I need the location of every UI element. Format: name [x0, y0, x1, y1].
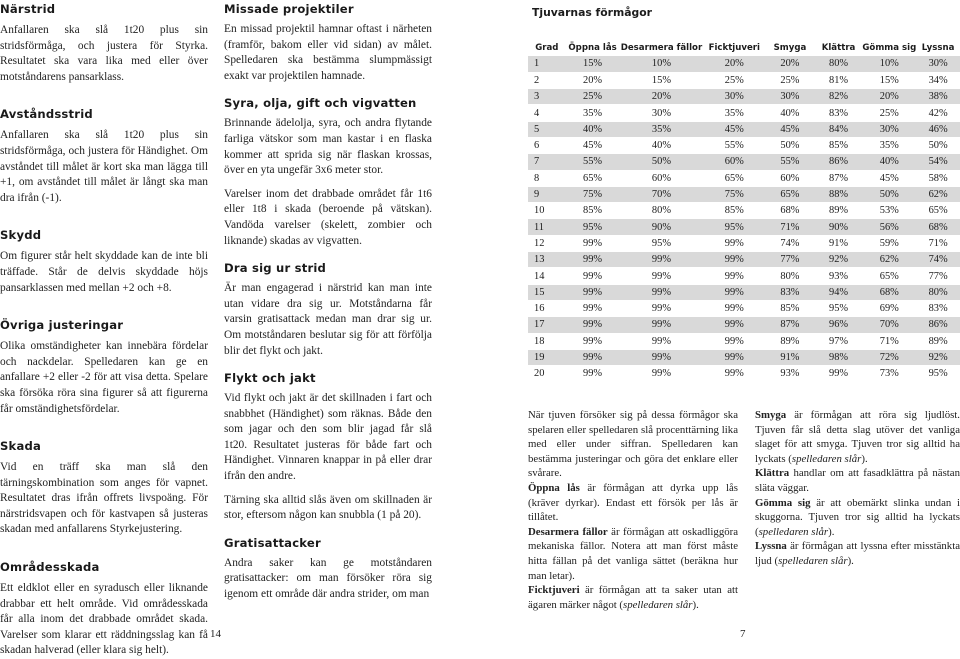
table-cell: 58% — [916, 170, 960, 186]
table-cell: 99% — [703, 300, 765, 316]
table-cell: 92% — [815, 252, 863, 268]
skill-term: Smyga — [755, 409, 787, 421]
heading-dra-sig-ur-strid: Dra sig ur strid — [224, 261, 327, 276]
table-cell: 16 — [528, 300, 566, 316]
table-cell: 99% — [566, 235, 620, 251]
table-cell: 83% — [815, 105, 863, 121]
skill-tail: ). — [861, 452, 868, 465]
table-cell: 18 — [528, 333, 566, 349]
table-cell: 20% — [862, 89, 916, 105]
skill-text: är förmågan att röra sig ljudlöst. Tjuven får slå detta slag utöver det vanliga slaget för att smyga. Tjuven tror sig alltid ha lyckats ( — [755, 409, 960, 465]
table-cell: 99% — [566, 252, 620, 268]
table-row — [528, 349, 960, 365]
text-ovriga-justeringar: Olika omständigheter kan innebära fördelar och nackdelar. Spelledaren kan ge en anfallare +2 eller -2 för att visa detta. Spelare ska försöka röra sina figurer så att figurerna får omständighetsfördelar. — [0, 340, 208, 415]
table-cell: 55% — [765, 154, 815, 170]
table-cell: 62% — [862, 252, 916, 268]
table-cell: 87% — [765, 317, 815, 333]
table-cell: 34% — [916, 72, 960, 88]
table-cell: 75% — [703, 186, 765, 202]
left-page-number: 14 — [210, 628, 221, 640]
text-flykt-och-jakt-2: Tärning ska alltid slås även om skillnaden är stor, eftersom någon kan snubbla (1 på 20). — [224, 493, 432, 522]
table-cell: 86% — [916, 317, 960, 333]
table-cell: 84% — [815, 121, 863, 137]
table-cell: 99% — [619, 284, 703, 300]
text-narstrid: Anfallaren ska slå 1t20 plus sin stridsförmåga, och justera för Styrka. Resultatet ska vara lika med eller över motståndarens pansarklass. — [0, 24, 208, 83]
skill-text: är förmågan att lyssna efter misstänkta ljud ( — [755, 540, 960, 567]
table-cell: 71% — [916, 235, 960, 251]
table-cell: 55% — [566, 154, 620, 170]
table-header-cell: Smyga — [773, 42, 807, 53]
table-cell: 99% — [703, 333, 765, 349]
table-row — [528, 300, 960, 316]
table-cell: 74% — [916, 252, 960, 268]
table-cell: 20% — [765, 56, 815, 72]
table-cell: 83% — [765, 284, 815, 300]
skill-text: är förmågan att dyrka upp lås (kräver dyrkar). Endast ett försök per lås är tillåtet. — [528, 481, 738, 524]
table-cell: 19 — [528, 349, 566, 365]
table-cell: 74% — [765, 235, 815, 251]
text-dra-sig-ur-strid: Är man engagerad i närstrid kan man inte utan vidare dra sig ur. Motståndarna får varsin gratisattack medan man drar sig ur. Om motståndaren beslutar sig för att förfölja blir det flykt och jakt. — [224, 282, 432, 357]
heading-ovriga-justeringar: Övriga justeringar — [0, 318, 124, 333]
table-cell: 99% — [619, 317, 703, 333]
table-cell: 80% — [815, 56, 863, 72]
table-cell: 25% — [765, 72, 815, 88]
table-cell: 59% — [862, 235, 916, 251]
skill-descriptions-column-a — [528, 408, 738, 612]
table-cell: 45% — [566, 137, 620, 153]
table-cell: 81% — [815, 72, 863, 88]
skill-term: Lyssna — [755, 540, 787, 553]
heading-avstandsstrid: Avståndsstrid — [0, 107, 93, 122]
table-cell: 15% — [862, 72, 916, 88]
table-row — [528, 268, 960, 284]
table-cell: 91% — [815, 235, 863, 251]
skill-desc-oppna-las — [528, 481, 738, 525]
table-header-cell: Lyssna — [921, 42, 955, 53]
table-row — [528, 56, 960, 72]
skill-tail: ). — [847, 554, 854, 567]
table-cell: 95% — [703, 219, 765, 235]
table-cell: 99% — [566, 349, 620, 365]
table-cell: 89% — [916, 333, 960, 349]
table-cell: 72% — [862, 349, 916, 365]
table-cell: 15% — [566, 56, 620, 72]
table-cell: 68% — [862, 284, 916, 300]
text-skada: Vid en träff ska man slå den tärningskombination som anges för vapnet. Resultatet dras ifrån offrets livspoäng. För närstridsvapen och för kastvapen så justeras skadan med anfallarens Styrkejustering. — [0, 461, 208, 536]
table-cell: 30% — [619, 105, 703, 121]
table-cell: 40% — [862, 154, 916, 170]
table-cell: 15 — [528, 284, 566, 300]
table-cell: 10 — [528, 203, 566, 219]
table-row — [528, 121, 960, 137]
table-row — [528, 105, 960, 121]
table-cell: 12 — [528, 235, 566, 251]
table-cell: 56% — [862, 219, 916, 235]
table-cell: 25% — [566, 89, 620, 105]
table-cell: 30% — [765, 89, 815, 105]
table-cell: 99% — [619, 252, 703, 268]
table-cell: 65% — [862, 268, 916, 284]
table-cell: 70% — [619, 186, 703, 202]
table-row — [528, 154, 960, 170]
table-cell: 54% — [916, 154, 960, 170]
table-cell: 85% — [815, 137, 863, 153]
right-page — [528, 0, 960, 611]
table-cell: 86% — [815, 154, 863, 170]
table-cell: 35% — [566, 105, 620, 121]
skill-note: spelledaren slår — [758, 525, 829, 538]
table-cell: 20% — [619, 89, 703, 105]
table-header-cell: Ficktjuveri — [708, 42, 760, 53]
table-cell: 17 — [528, 317, 566, 333]
table-cell: 99% — [566, 300, 620, 316]
table-cell: 30% — [703, 89, 765, 105]
table-cell: 85% — [765, 300, 815, 316]
skill-term: Öppna lås — [528, 481, 580, 494]
table-cell: 91% — [765, 349, 815, 365]
heading-skada: Skada — [0, 439, 42, 454]
skill-text: handlar om att fasadklättra på nästan släta väggar. — [755, 467, 960, 494]
table-cell: 35% — [862, 137, 916, 153]
table-cell: 68% — [765, 203, 815, 219]
table-cell: 99% — [703, 252, 765, 268]
table-cell: 99% — [566, 366, 620, 382]
table-cell: 99% — [566, 268, 620, 284]
table-cell: 20% — [566, 72, 620, 88]
heading-omradesskada: Områdesskada — [0, 560, 100, 575]
table-cell: 65% — [703, 170, 765, 186]
table-cell: 13 — [528, 252, 566, 268]
table-cell: 20 — [528, 366, 566, 382]
text-flykt-och-jakt: Vid flykt och jakt är det skillnaden i fart och snabbhet (Händighet) som räknas. Både den som jagar och den som blir jagad får slå 1t20. Resultatet justeras för både fart och Händighet. Vinnaren knappar in på eller drar ifrån den andre. — [224, 392, 432, 483]
table-cell: 93% — [815, 268, 863, 284]
table-row — [528, 186, 960, 202]
table-cell: 30% — [916, 56, 960, 72]
table-cell: 4 — [528, 105, 566, 121]
skill-tail: ). — [692, 598, 699, 611]
table-row — [528, 219, 960, 235]
skill-descriptions-column-b — [755, 408, 960, 569]
skill-desc-gomma-sig — [755, 496, 960, 540]
text-syra-olja-2: Varelser inom det drabbade området får 1t6 eller 1t8 i skada (beroende på vätskan). Vandöda varelser (skelett, zombier och liknande) skadas av vigvatten. — [224, 187, 432, 247]
table-cell: 65% — [916, 203, 960, 219]
table-cell: 60% — [765, 170, 815, 186]
table-cell: 40% — [765, 105, 815, 121]
table-cell: 35% — [619, 121, 703, 137]
table-row — [528, 317, 960, 333]
table-header-cell: Desarmera fällor — [620, 42, 703, 53]
table-cell: 50% — [916, 137, 960, 153]
table-cell: 94% — [815, 284, 863, 300]
skill-term: Klättra — [755, 467, 790, 480]
skills-intro: När tjuven försöker sig på dessa förmågor ska spelaren eller spelledaren slå procenttärning lika med eller under siffran. Spelledaren kan bestämma justeringar och göra det enklare eller svårare. — [528, 409, 738, 480]
table-cell: 95% — [566, 219, 620, 235]
table-cell: 99% — [703, 235, 765, 251]
table-cell: 99% — [566, 333, 620, 349]
table-cell: 45% — [703, 121, 765, 137]
table-cell: 99% — [566, 317, 620, 333]
table-cell: 88% — [815, 186, 863, 202]
table-cell: 70% — [862, 317, 916, 333]
skill-desc-lyssna — [755, 539, 960, 568]
table-cell: 69% — [862, 300, 916, 316]
thief-skills-table — [528, 39, 960, 382]
table-cell: 96% — [815, 317, 863, 333]
heading-missade-projektiler: Missade projektiler — [224, 2, 354, 16]
right-page-number: 7 — [740, 628, 746, 640]
table-row — [528, 137, 960, 153]
table-cell: 99% — [703, 317, 765, 333]
table-cell: 35% — [703, 105, 765, 121]
table-title: Tjuvarnas förmågor — [532, 6, 653, 19]
skill-text: är att obemärkt slinka undan i skuggorna. Tjuven tror sig alltid ha lyckats ( — [755, 496, 960, 538]
table-cell: 75% — [566, 186, 620, 202]
table-cell: 50% — [619, 154, 703, 170]
text-syra-olja: Brinnande ädelolja, syra, och andra flytande farliga vätskor som man kastar i en flaska kommer att sprida sig när flaskan krossas, över en yta ungefär 3x6 meter stor. — [224, 117, 432, 177]
table-header-cell: Gömma sig — [862, 42, 917, 53]
table-cell: 25% — [862, 105, 916, 121]
table-cell: 98% — [815, 349, 863, 365]
table-cell: 90% — [815, 219, 863, 235]
skill-note: spelledaren slår — [791, 452, 862, 465]
table-row — [528, 284, 960, 300]
text-avstandsstrid: Anfallaren ska slå 1t20 plus sin stridsförmåga, och justera för Händighet. Om avståndet till målet är kort ska man lägga till +1, om avståndet till målet är långt ska man dra ifrån (-1). — [0, 129, 208, 204]
text-gratisattacker: Andra saker kan ge motståndaren gratisattacker: om man försöker röra sig igenom ett område där andra strider, om man — [224, 556, 432, 601]
table-cell: 9 — [528, 186, 566, 202]
table-cell: 99% — [703, 268, 765, 284]
table-cell: 71% — [765, 219, 815, 235]
table-cell: 65% — [765, 186, 815, 202]
table-cell: 14 — [528, 268, 566, 284]
table-cell: 80% — [916, 284, 960, 300]
table-cell: 83% — [916, 300, 960, 316]
table-cell: 80% — [619, 203, 703, 219]
heading-narstrid: Närstrid — [0, 2, 56, 16]
table-cell: 38% — [916, 89, 960, 105]
table-cell: 6 — [528, 137, 566, 153]
table-row — [528, 72, 960, 88]
table-header-cell: Öppna lås — [568, 42, 617, 53]
table-cell: 77% — [916, 268, 960, 284]
table-cell: 10% — [619, 56, 703, 72]
table-cell: 8 — [528, 170, 566, 186]
table-header-cell: Grad — [535, 42, 559, 53]
table-row — [528, 170, 960, 186]
table-row — [528, 366, 960, 382]
table-cell: 45% — [862, 170, 916, 186]
table-cell: 60% — [703, 154, 765, 170]
table-cell: 5 — [528, 121, 566, 137]
skill-note: spelledaren slår — [623, 598, 693, 611]
table-cell: 82% — [815, 89, 863, 105]
table-cell: 40% — [566, 121, 620, 137]
skill-desc-desarmera — [528, 525, 738, 583]
skill-desc-smyga — [755, 408, 960, 466]
table-cell: 99% — [815, 366, 863, 382]
table-cell: 30% — [862, 121, 916, 137]
text-omradesskada: Ett eldklot eller en syradusch eller liknande drabbar ett helt område. Vid områdesskada får alla inom det drabbade området skada. Varelser som klarar ett räddningsslag kan få skadan halverad (eller klara sig helt). — [0, 582, 208, 657]
table-cell: 10% — [862, 56, 916, 72]
table-cell: 15% — [619, 72, 703, 88]
table-cell: 99% — [619, 349, 703, 365]
table-cell: 80% — [765, 268, 815, 284]
table-cell: 7 — [528, 154, 566, 170]
skill-text: är förmågan att ta saker utan att ägaren märker något ( — [528, 584, 738, 611]
table-body — [528, 56, 960, 382]
table-cell: 45% — [765, 121, 815, 137]
table-row — [528, 252, 960, 268]
table-cell: 92% — [916, 349, 960, 365]
table-cell: 87% — [815, 170, 863, 186]
heading-gratisattacker: Gratisattacker — [224, 535, 321, 550]
table-cell: 55% — [703, 137, 765, 153]
table-cell: 25% — [703, 72, 765, 88]
table-cell: 99% — [566, 284, 620, 300]
table-cell: 1 — [528, 56, 566, 72]
heading-syra-olja: Syra, olja, gift och vigvatten — [224, 96, 417, 111]
skill-term: Desarmera fällor — [528, 525, 608, 538]
table-cell: 3 — [528, 89, 566, 105]
skill-term: Ficktjuveri — [528, 584, 580, 597]
heading-flykt-och-jakt: Flykt och jakt — [224, 371, 316, 386]
table-cell: 85% — [703, 203, 765, 219]
table-cell: 95% — [619, 235, 703, 251]
table-cell: 50% — [765, 137, 815, 153]
table-cell: 99% — [703, 366, 765, 382]
table-cell: 60% — [619, 170, 703, 186]
table-cell: 2 — [528, 72, 566, 88]
table-cell: 95% — [916, 366, 960, 382]
table-cell: 77% — [765, 252, 815, 268]
table-cell: 99% — [619, 333, 703, 349]
table-cell: 99% — [703, 284, 765, 300]
table-cell: 89% — [815, 203, 863, 219]
table-row — [528, 203, 960, 219]
table-cell: 99% — [619, 268, 703, 284]
table-cell: 42% — [916, 105, 960, 121]
left-page-column-2 — [224, 0, 432, 603]
skill-desc-ficktjuveri — [528, 583, 738, 612]
table-cell: 50% — [862, 186, 916, 202]
skill-term: Gömma sig — [755, 496, 811, 509]
table-cell: 99% — [619, 366, 703, 382]
table-cell: 53% — [862, 203, 916, 219]
skill-tail: ). — [828, 525, 835, 538]
text-skydd: Om figurer står helt skyddade kan de inte bli träffade. Står de delvis skyddade höjs pansarklassen med mellan +2 och +8. — [0, 250, 208, 294]
table-row — [528, 89, 960, 105]
table-cell: 40% — [619, 137, 703, 153]
table-cell: 93% — [765, 366, 815, 382]
table-row — [528, 333, 960, 349]
table-cell: 90% — [619, 219, 703, 235]
heading-skydd: Skydd — [0, 228, 42, 243]
table-cell: 89% — [765, 333, 815, 349]
table-header-cell: Klättra — [821, 42, 856, 53]
table-cell: 73% — [862, 366, 916, 382]
skill-desc-klattra — [755, 466, 960, 495]
skill-note: spelledaren slår — [778, 554, 848, 567]
table-cell: 68% — [916, 219, 960, 235]
table-cell: 95% — [815, 300, 863, 316]
table-cell: 71% — [862, 333, 916, 349]
table-cell: 65% — [566, 170, 620, 186]
table-cell: 11 — [528, 219, 566, 235]
table-cell: 97% — [815, 333, 863, 349]
table-cell: 46% — [916, 121, 960, 137]
table-header-row — [528, 39, 960, 56]
table-row — [528, 235, 960, 251]
text-missade-projektiler: En missad projektil hamnar oftast i närheten (framför, bakom eller vid sidan) av målet. Spelledaren ska bestämma slumpmässigt exakt var projektilen hamnade. — [224, 23, 432, 82]
table-cell: 85% — [566, 203, 620, 219]
table-cell: 99% — [703, 349, 765, 365]
table-cell: 99% — [619, 300, 703, 316]
table-cell: 62% — [916, 186, 960, 202]
skill-text: är förmågan att oskadliggöra mekaniska fällor. Notera att man först måste hitta fällan på det vanliga sättet (beräkna hur man letar). — [528, 525, 738, 582]
left-page-column-1 — [0, 0, 208, 659]
table-cell: 20% — [703, 56, 765, 72]
